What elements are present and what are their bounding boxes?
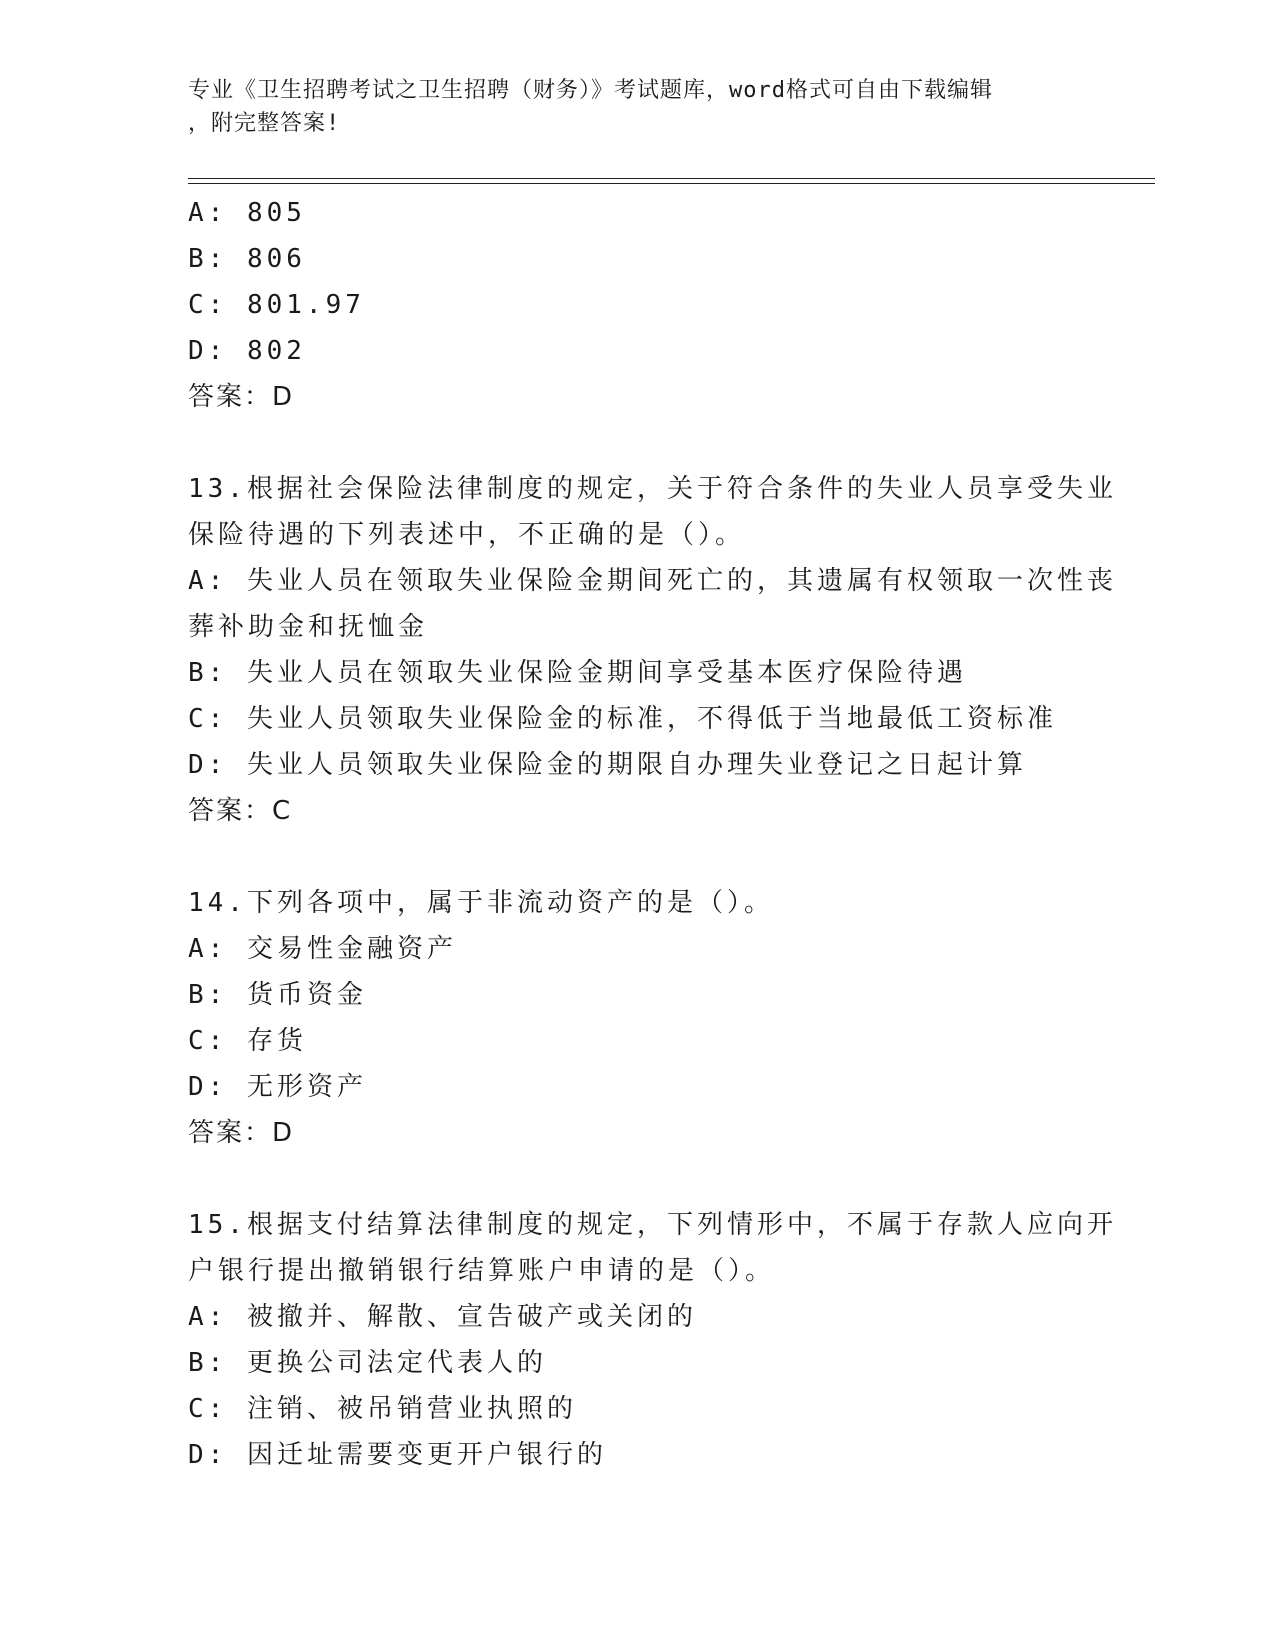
- question-list: [188, 190, 1117, 1478]
- option-d: D: 失业人员领取失业保险金的期限自办理失业登记之日起计算: [188, 750, 1027, 780]
- option-a: A: 交易性金融资产: [188, 934, 457, 964]
- question-stem: 保险待遇的下列表述中，不正确的是（）。: [188, 520, 746, 550]
- document-header: [188, 74, 1068, 140]
- option-b: B: 失业人员在领取失业保险金期间享受基本医疗保险待遇: [188, 658, 967, 688]
- option-d: D: 因迁址需要变更开户银行的: [188, 1440, 607, 1470]
- option-b: B: 更换公司法定代表人的: [188, 1348, 547, 1378]
- answer-14: 答案：D: [188, 1118, 295, 1148]
- header-line-2: ，附完整答案!: [188, 111, 341, 136]
- question-12: [188, 190, 1088, 420]
- question-stem: 13.根据社会保险法律制度的规定，关于符合条件的失业人员享受失业: [188, 474, 1117, 504]
- answer-13: 答案：C: [188, 796, 293, 826]
- option-c: C: 失业人员领取失业保险金的标准，不得低于当地最低工资标准: [188, 704, 1057, 734]
- option-a: A: 805: [188, 198, 306, 228]
- header-divider-top: [188, 178, 1155, 179]
- option-b: B: 货币资金: [188, 980, 367, 1010]
- option-b: B: 806: [188, 244, 306, 274]
- question-stem: 14.下列各项中，属于非流动资产的是（）。: [188, 888, 774, 918]
- question-14: [188, 880, 1088, 1156]
- option-d: D: 802: [188, 336, 306, 366]
- option-a-continued: 葬补助金和抚恤金: [188, 612, 429, 642]
- option-a: A: 被撤并、解散、宣告破产或关闭的: [188, 1302, 697, 1332]
- option-a: A: 失业人员在领取失业保险金期间死亡的，其遗属有权领取一次性丧: [188, 566, 1117, 596]
- question-15: [188, 1202, 1117, 1478]
- option-c: C: 存货: [188, 1026, 307, 1056]
- option-d: D: 无形资产: [188, 1072, 367, 1102]
- header-line-1: 专业《卫生招聘考试之卫生招聘（财务）》考试题库，word格式可自由下载编辑: [188, 78, 993, 103]
- option-c: C: 注销、被吊销营业执照的: [188, 1394, 577, 1424]
- question-stem: 户银行提出撤销银行结算账户申请的是（）。: [188, 1256, 776, 1286]
- question-stem: 15.根据支付结算法律制度的规定，下列情形中，不属于存款人应向开: [188, 1210, 1117, 1240]
- answer-12: 答案：D: [188, 382, 295, 412]
- header-divider-bottom: [188, 183, 1155, 184]
- question-13: [188, 466, 1117, 834]
- option-c: C: 801.97: [188, 290, 365, 320]
